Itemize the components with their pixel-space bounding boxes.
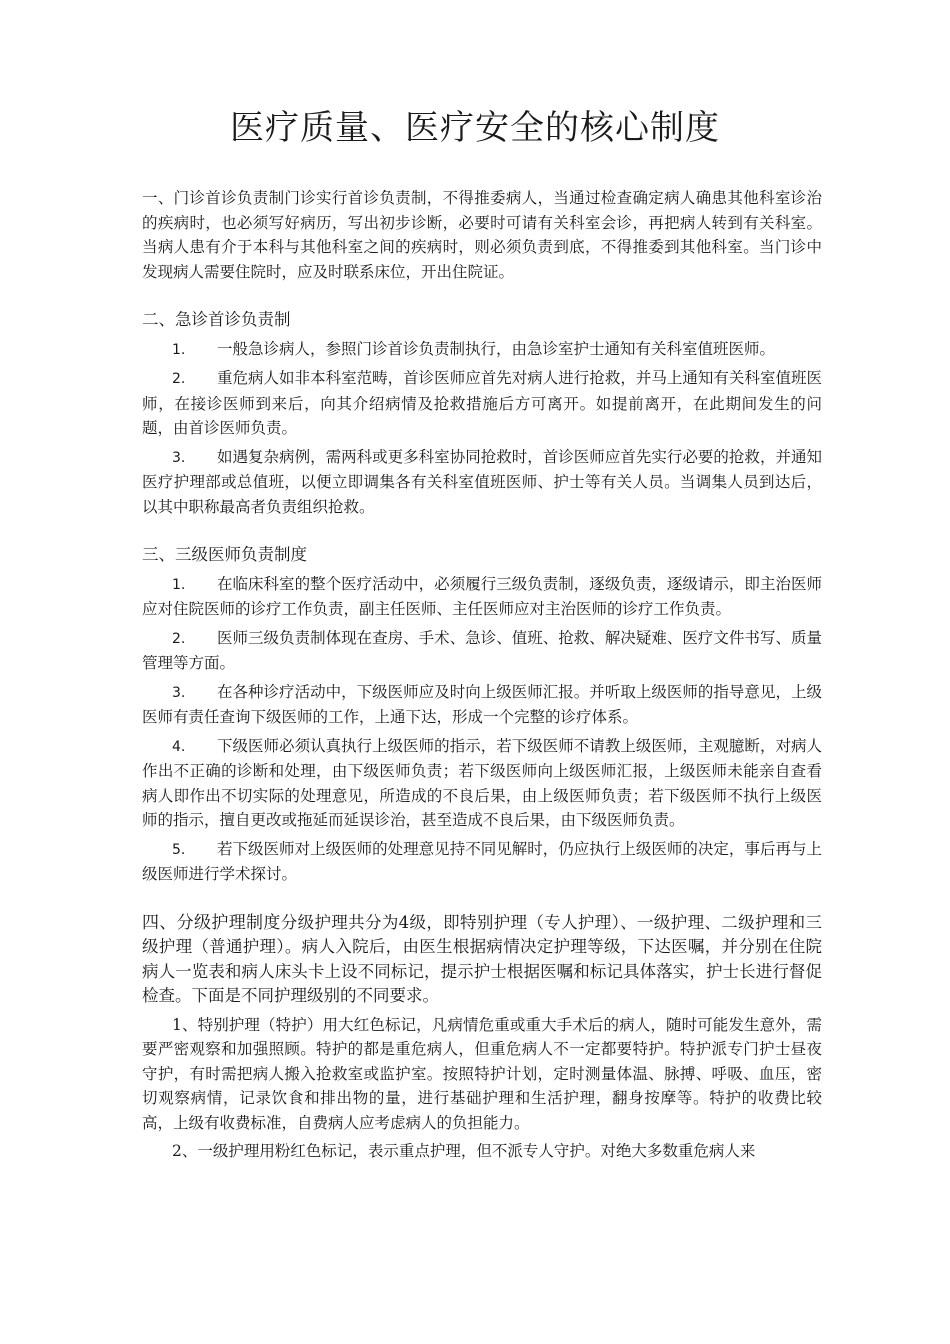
item-number: 1.: [172, 341, 186, 358]
item-text: 下级医师必须认真执行上级医师的指示，若下级医师不请教上级医师，主观臆断，对病人作出不正确的诊断和处理，由下级医师负责；若下级医师向上级医师汇报，上级医师未能亲自查看病人即作出不切实际的处理意见，所造成的不良后果，由上级医师负责；若下级医师不执行上级医师的指示，擅自更改或拖延而延误诊治，甚至造成不良后果，由下级医师负责。: [142, 736, 822, 829]
section-2-heading: 二、急诊首诊负责制: [142, 310, 291, 329]
item-number: 3.: [172, 449, 186, 466]
item-text: 重危病人如非本科室范畴，首诊医师应首先对病人进行抢救，并马上通知有关科室值班医师，在接诊医师到来后，向其介绍病情及抢救措施后方可离开。如提前离开，在此期间发生的问题，由首诊医师负责。: [142, 369, 822, 437]
item-text: 在临床科室的整个医疗活动中，必须履行三级负责制，逐级负责，逐级请示，即主治医师应对住院医师的诊疗工作负责，副主任医师、主任医师应对主治医师的诊疗工作负责。: [142, 574, 822, 618]
section-3-item-4: [142, 734, 822, 833]
item-number: 5.: [172, 841, 186, 858]
section-4-sub-1: 1、特别护理（特护）用大红色标记，凡病情危重或重大手术后的病人，随时可能发生意外，需要严密观察和加强照顾。特护的都是重危病人，但重危病人不一定都要特护。特护派专门护士昼夜守护，有时需把病人搬入抢救室或监护室。按照特护计划，定时测量体温、脉搏、呼吸、血压，密切观察病情，记录饮食和排出物的量，进行基础护理和生活护理，翻身按摩等。特护的收费比较高，上级有收费标准，自费病人应考虑病人的负担能力。: [142, 1015, 822, 1132]
section-3-item-3: [142, 680, 822, 730]
section-4-heading: 四、分级护理制度: [142, 912, 281, 933]
item-text: 在各种诊疗活动中，下级医师应及时向上级医师汇报。并听取上级医师的指导意见，上级医师有责任查询下级医师的工作，上通下达，形成一个完整的诊疗体系。: [142, 682, 822, 726]
section-4-paragraph: [142, 911, 822, 1009]
section-3-item-1: [142, 572, 822, 622]
section-3-heading: 三、三级医师负责制度: [142, 545, 307, 564]
item-text: 一般急诊病人，参照门诊首诊负责制执行，由急诊室护士通知有关科室值班医师。: [217, 339, 776, 358]
section-2-item-2: [142, 366, 822, 441]
section-3-item-5: [142, 837, 822, 887]
document-title: 医疗质量、医疗安全的核心制度: [230, 108, 720, 148]
item-number: 2.: [172, 630, 186, 647]
section-4-sub-2: 2、一级护理用粉红色标记，表示重点护理，但不派专人守护。对绝大多数重危病人来: [172, 1142, 756, 1160]
item-text: 若下级医师对上级医师的处理意见持不同见解时，仍应执行上级医师的决定，事后再与上级医师进行学术探讨。: [142, 839, 822, 883]
item-number: 2.: [172, 371, 186, 387]
item-text: 如遇复杂病例，需两科或更多科室协同抢救时，首诊医师应首先实行必要的抢救，并通知医疗护理部或总值班，以便立即调集各有关科室值班医师、护士等有关人员。当调集人员到达后，以其中职称最高者负责组织抢救。: [142, 447, 822, 516]
item-number: 4.: [172, 738, 186, 755]
section-4-body: 分级护理共分为4级，即特别护理（专人护理）、一级护理、二级护理和三级护理（普通护理）。病人入院后，由医生根据病情决定护理等级，下达医嘱，并分别在住院病人一览表和病人床头卡上设不同标记，提示护士根据医嘱和标记具体落实，护士长进行督促检查。下面是不同护理级别的不同要求。: [142, 912, 822, 1005]
section-2-item-3: [142, 445, 822, 520]
section-3-item-2: [142, 626, 822, 676]
item-text: 医师三级负责制体现在查房、手术、急诊、值班、抢救、解决疑难、医疗文件书写、质量管理等方面。: [142, 628, 822, 672]
section-1-body: 门诊实行首诊负责制，不得推委病人，当通过检查确定病人确患其他科室诊治的疾病时，也必须写好病历，写出初步诊断，必要时可请有关科室会诊，再把病人转到有关科室。当病人患有介于本科与其他科室之间的疾病时，则必须负责到底，不得推委到其他科室。当门诊中发现病人需要住院时，应及时联系床位，开出住院证。: [142, 189, 822, 281]
document-body: [142, 186, 822, 1164]
item-number: 3.: [172, 684, 186, 701]
section-1-paragraph: [142, 186, 822, 284]
section-2-item-1: [142, 337, 822, 363]
item-number: 1.: [172, 576, 186, 593]
section-1-heading: 一、门诊首诊负责制: [142, 189, 285, 207]
